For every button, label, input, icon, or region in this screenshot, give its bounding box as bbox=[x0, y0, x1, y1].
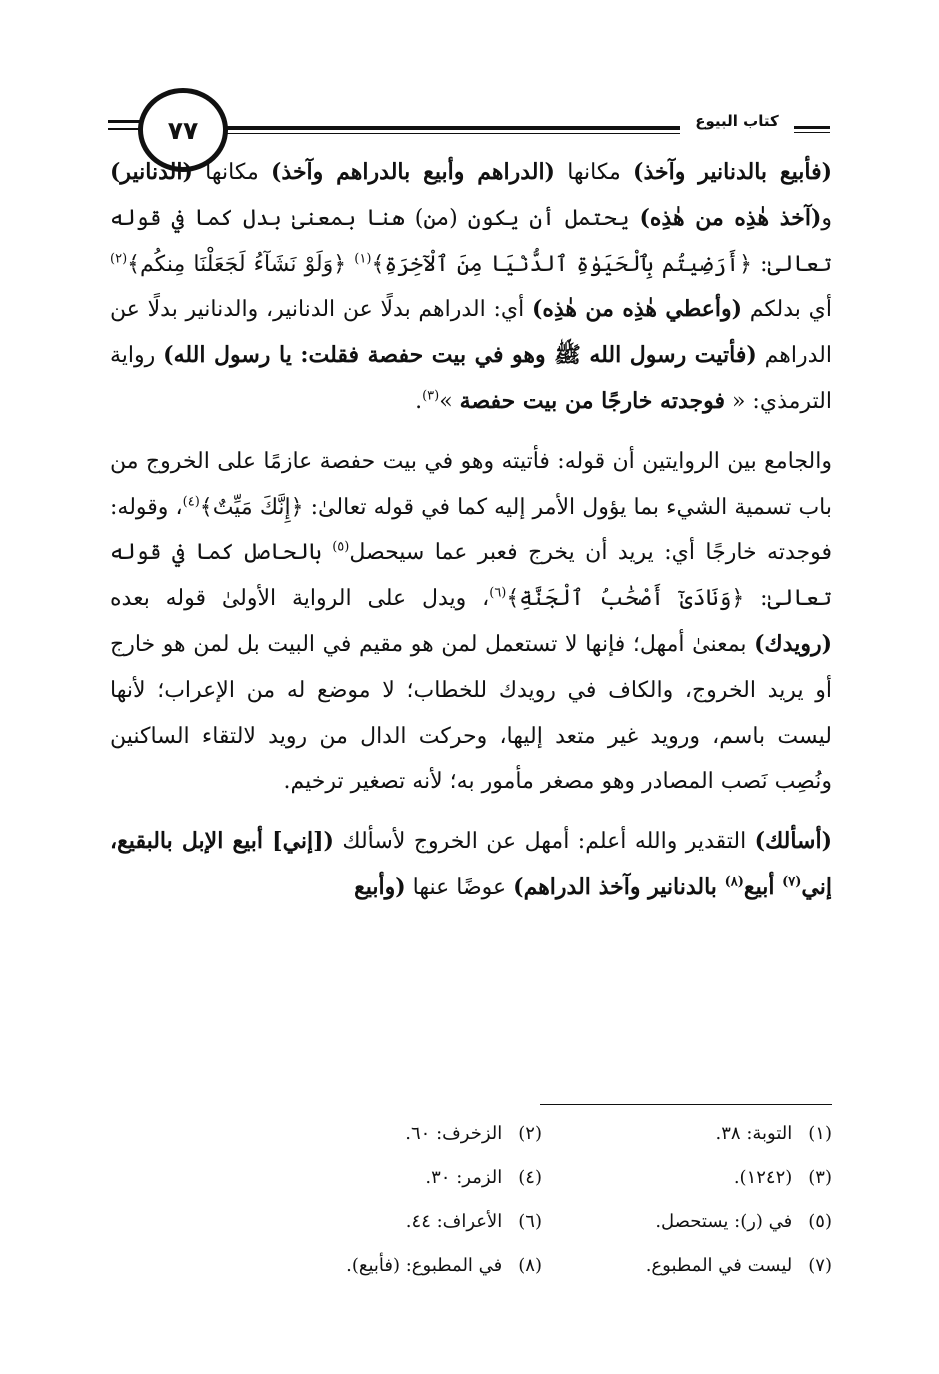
footnote-text: ليست في المطبوع. bbox=[645, 1255, 793, 1276]
footnote-ref: (٧) bbox=[782, 874, 802, 890]
text-span: ، ويدل على الرواية الأولىٰ قوله بعده bbox=[110, 586, 490, 612]
bold-span: بالدنانير وآخذ الدراهم) bbox=[513, 873, 725, 900]
footnote-text: الأعراف: ٤٤. bbox=[405, 1211, 503, 1232]
footnote-ref: (٤) bbox=[182, 494, 200, 510]
bold-span: (وأعطي هٰذِه من هٰذِه) bbox=[531, 296, 743, 323]
footnotes bbox=[250, 1112, 832, 1288]
footnote bbox=[250, 1200, 542, 1244]
text-span: يحتمل أن يكون (من) هنا بمعنىٰ بدل كما في قوله تعالىٰ: ﴿أَرَضِيتُم بِٱلْحَيَوٰةِ ٱلدُّنْيَا مِنَ ٱلْآخِرَةِ﴾ bbox=[110, 205, 832, 277]
running-title: كتاب البيوع bbox=[695, 112, 779, 130]
bold-span: فوجدته خارجًا من بيت حفصة bbox=[459, 387, 725, 414]
paragraph bbox=[110, 819, 832, 911]
footnote-number: (٥) bbox=[808, 1211, 832, 1232]
footnote-text: الزخرف: ٦٠. bbox=[405, 1123, 503, 1144]
footnote bbox=[542, 1244, 832, 1288]
header-rule bbox=[794, 132, 830, 133]
footnote-number: (١) bbox=[808, 1123, 832, 1144]
footnote bbox=[250, 1112, 542, 1156]
bold-span: (فأبيع بالدنانير وآخذ) bbox=[633, 159, 833, 185]
footnote bbox=[542, 1156, 832, 1200]
text-span: والجامع بين الروايتين أن قوله: فأتيته وهو في بيت حفصة عازمًا على الخروج من باب تسمية الشيء بما يؤول الأمر إليه كما في قوله تعالىٰ: ﴿إِنَّكَ مَيِّتٌ﴾ bbox=[110, 448, 832, 520]
footnote bbox=[250, 1244, 542, 1288]
footnote-text: التوبة: ٣٨. bbox=[715, 1123, 793, 1144]
text-span: مكانها bbox=[554, 160, 634, 185]
text-span: التقدير والله أعلم: أمهل عن الخروج لأسألك bbox=[333, 829, 755, 855]
text-span: ﴿وَلَوْ نَشَآءُ لَجَعَلْنَا مِنكُم﴾ bbox=[127, 251, 355, 277]
bold-span: (وأبيع bbox=[354, 873, 406, 900]
footnote-ref: (٦) bbox=[489, 585, 507, 601]
header-rule bbox=[200, 126, 680, 130]
text-span: عوضًا عنها bbox=[405, 874, 514, 900]
footnote bbox=[542, 1112, 832, 1156]
bold-span: (رويدك) bbox=[754, 630, 832, 657]
footnote bbox=[250, 1156, 542, 1200]
footnote-text: (١٢٤٢). bbox=[733, 1167, 793, 1188]
text-span: » bbox=[439, 388, 460, 414]
footnote-number: (٨) bbox=[518, 1255, 542, 1276]
footnote-number: (٢) bbox=[518, 1123, 542, 1144]
footnote-number: (٧) bbox=[808, 1255, 832, 1276]
footnote-ref: (٣) bbox=[422, 388, 440, 404]
text-span: بمعنىٰ أمهل؛ فإنها لا تستعمل لمن هو مقيم في البيت بل لمن هو خارج أو يريد الخروج، والكاف في رويدك للخطاب؛ لا موضع له من الإعراب؛ لأنها ليست باسم، ورويد غير متعد إليها، وحركت الدال من رويد لالتقاء الساكنين ونُصِب نَصب المصادر وهو مصغر مأمور به؛ لأنه تصغير ترخيم. bbox=[110, 631, 832, 795]
paragraph bbox=[110, 439, 832, 805]
footnote-number: (٦) bbox=[518, 1211, 542, 1232]
footnote-text: الزمر: ٣٠. bbox=[425, 1167, 503, 1188]
footnote-number: (٣) bbox=[808, 1167, 832, 1188]
main-text bbox=[110, 150, 832, 911]
page-number: ٧٧ bbox=[138, 88, 228, 172]
footnote-ref: (١) bbox=[354, 251, 372, 267]
text-span: مكانها bbox=[192, 160, 271, 185]
bold-span: (فأتيت رسول الله ﷺ وهو في بيت حفصة فقلت: يا رسول الله) bbox=[163, 342, 757, 369]
bold-span: أبيع bbox=[743, 873, 783, 900]
bold-span: (الدنانير) bbox=[110, 159, 193, 185]
text-span: أي: الدراهم بدلًا عن الدنانير، والدنانير بدلًا عن الدراهم bbox=[110, 297, 832, 369]
text-span: رواية الترمذي: « bbox=[110, 343, 832, 414]
header-rule bbox=[794, 126, 830, 129]
text-span: أي بدلكم bbox=[742, 297, 832, 323]
footnote-number: (٤) bbox=[518, 1167, 542, 1188]
text-span: ، وقوله: فوجدته خارجًا أي: يريد أن يخرج فعبر عما سيحصل bbox=[110, 494, 832, 566]
footnote-ref: (٨) bbox=[724, 874, 744, 890]
paragraph bbox=[110, 150, 832, 425]
text-span: بالحاصل كما في قوله تعالىٰ: ﴿وَنَادَىٰٓ أَصْحَٰبُ ٱلْجَنَّةِ﴾ bbox=[110, 540, 832, 612]
footnote-ref: (٥) bbox=[332, 540, 350, 556]
header-rule bbox=[200, 133, 680, 134]
bold-span: (الدراهم وأبيع بالدراهم وآخذ) bbox=[270, 159, 555, 185]
bold-span: (أسألك) bbox=[754, 828, 832, 855]
text-span: و bbox=[821, 205, 832, 231]
footnote-text: في المطبوع: (فأبيع). bbox=[346, 1255, 503, 1276]
footnote bbox=[542, 1200, 832, 1244]
bold-span: ([إني] أبيع الإبل بالبقيع، إني bbox=[110, 828, 832, 900]
footnote-separator bbox=[540, 1104, 832, 1105]
bold-span: (آخذ هٰذِه من هٰذِه) bbox=[639, 204, 822, 231]
text-span: . bbox=[415, 388, 423, 414]
footnote-ref: (٢) bbox=[110, 251, 128, 267]
footnote-text: في (ر): يستحصل. bbox=[655, 1211, 793, 1232]
